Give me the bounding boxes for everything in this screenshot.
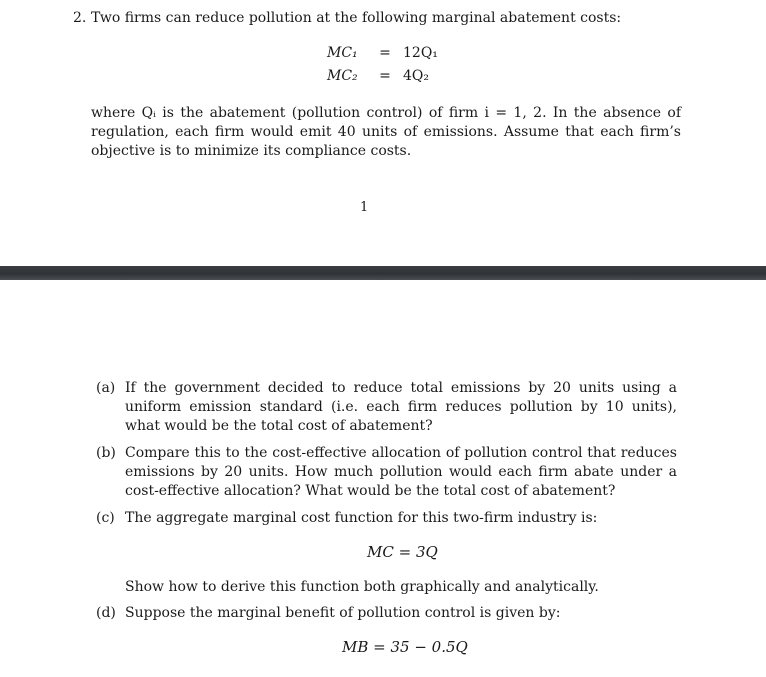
item-c-text: The aggregate marginal cost function for this two-firm industry is: xyxy=(125,510,598,526)
equation-mc1-op: = xyxy=(379,45,391,61)
page-number: 1 xyxy=(360,200,369,215)
item-b-marker: (b) xyxy=(96,445,116,461)
item-a-text: If the government decided to reduce total emissions by 20 units using a uniform emission standard (i.e. each firm reduces pollution by 10 units), what would be the total cost of abatement? xyxy=(125,380,677,434)
document-page-1 xyxy=(0,0,766,266)
item-a-marker: (a) xyxy=(96,380,116,396)
item-b-text: Compare this to the cost-effective allocation of pollution control that reduces emissions by 20 units. How much pollution would each firm abate under a cost-effective allocation? What would be the total cost of abatement? xyxy=(125,445,677,499)
equation-mc1-rhs: 12Q₁ xyxy=(403,45,438,61)
mb-equation: MB = 35 − 0.5Q xyxy=(342,638,468,656)
equation-mc2 xyxy=(327,66,429,86)
equation-mc1-lhs: MC₁ xyxy=(327,45,358,61)
item-c-followup: Show how to derive this function both graphically and analytically. xyxy=(125,579,599,595)
aggregate-mc-equation: MC = 3Q xyxy=(367,543,438,561)
equation-mc2-lhs: MC₂ xyxy=(327,68,358,84)
page-separator xyxy=(0,266,766,280)
item-d-text: Suppose the marginal benefit of pollution control is given by: xyxy=(125,605,561,621)
equation-mc1 xyxy=(327,43,438,63)
question-text: Two firms can reduce pollution at the following marginal abatement costs: xyxy=(91,10,622,26)
equation-mc2-op: = xyxy=(379,68,391,84)
document-page-2 xyxy=(0,280,766,677)
item-d-marker: (d) xyxy=(96,605,116,621)
intro-paragraph: where Qᵢ is the abatement (pollution control) of firm i = 1, 2. In the absence of regulation, each firm would emit 40 units of emissions. Assume that each firm’s objective is to minimize its compliance costs. xyxy=(91,105,681,159)
question-number: 2. xyxy=(73,10,87,26)
item-c-marker: (c) xyxy=(96,510,115,526)
equation-mc2-rhs: 4Q₂ xyxy=(403,68,429,84)
